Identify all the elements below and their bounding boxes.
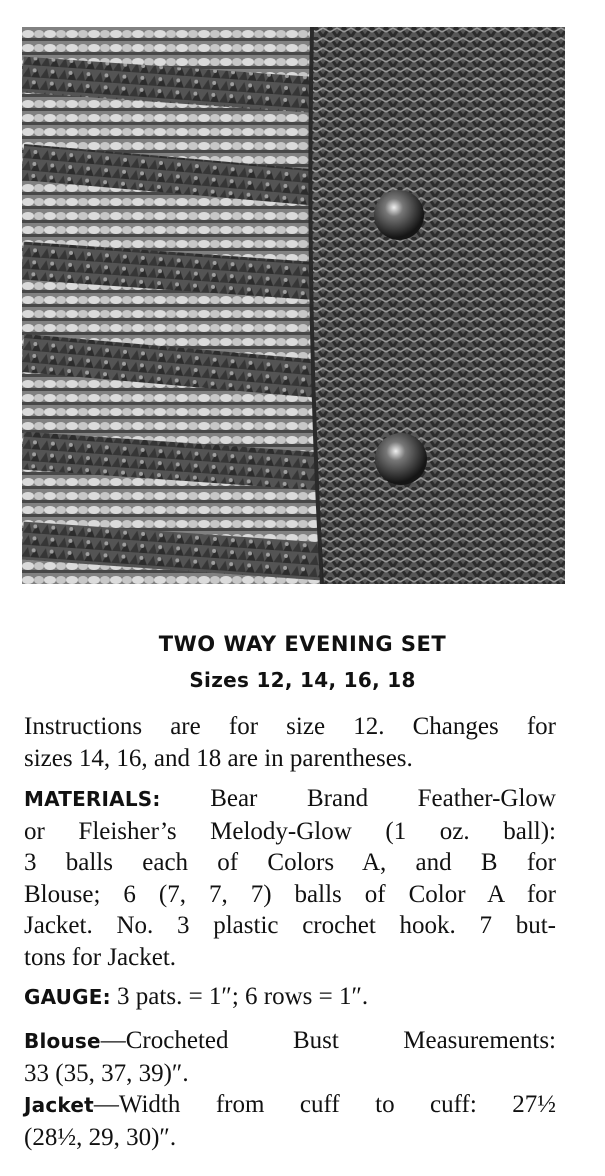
- materials-line-4: Blouse; 6 (7, 7, 7) balls of Color A for: [24, 880, 556, 908]
- gauge-label: GAUGE:: [24, 985, 111, 1009]
- pattern-title: TWO WAY EVENING SET: [158, 632, 447, 656]
- materials-line-6: tons for Jacket.: [24, 943, 177, 971]
- blouse-label: Blouse: [24, 1029, 101, 1053]
- jacket-line-1: [24, 1089, 556, 1122]
- jacket-paragraph: [24, 1089, 556, 1153]
- blouse-line-1: [24, 1025, 556, 1058]
- intro-line-2: sizes 14, 16, and 18 are in parentheses.: [24, 744, 413, 772]
- crochet-texture-image: [22, 27, 565, 584]
- blouse-paragraph: [24, 1025, 556, 1089]
- materials-label: MATERIALS:: [24, 787, 161, 811]
- materials-line-2: or Fleisher’s Melody-Glow (1 oz. ball):: [24, 817, 556, 845]
- materials-line-1: [24, 783, 556, 816]
- gauge-paragraph: [24, 981, 556, 1014]
- crochet-photo: [22, 27, 565, 584]
- stripe-panel: [22, 27, 323, 584]
- gauge-text: 3 pats. = 1″; 6 rows = 1″.: [110, 983, 369, 1010]
- knit-panel: [310, 27, 565, 584]
- intro-paragraph: [24, 711, 556, 774]
- gauge-line: [24, 981, 556, 1014]
- button-top: [374, 190, 424, 240]
- blouse-line-2: 33 (35, 37, 39)″.: [24, 1059, 189, 1087]
- materials-paragraph: [24, 783, 556, 973]
- blouse-text-1: —Crocheted Bust Measurements:: [100, 1027, 556, 1054]
- materials-line-3: 3 balls each of Colors A, and B for: [24, 849, 556, 876]
- materials-line-5: Jacket. No. 3 plastic crochet hook. 7 but-: [24, 912, 556, 939]
- pattern-sizes: Sizes 12, 14, 16, 18: [189, 668, 416, 692]
- button-bottom: [375, 433, 427, 485]
- jacket-line-2: (28½, 29, 30)″.: [24, 1123, 177, 1151]
- jacket-label: Jacket: [24, 1093, 94, 1117]
- materials-text-1: Bear Brand Feather-Glow: [160, 785, 556, 812]
- intro-line-1: Instructions are for size 12. Changes for: [24, 713, 556, 740]
- jacket-text-1: —Width from cuff to cuff: 27½: [93, 1091, 556, 1118]
